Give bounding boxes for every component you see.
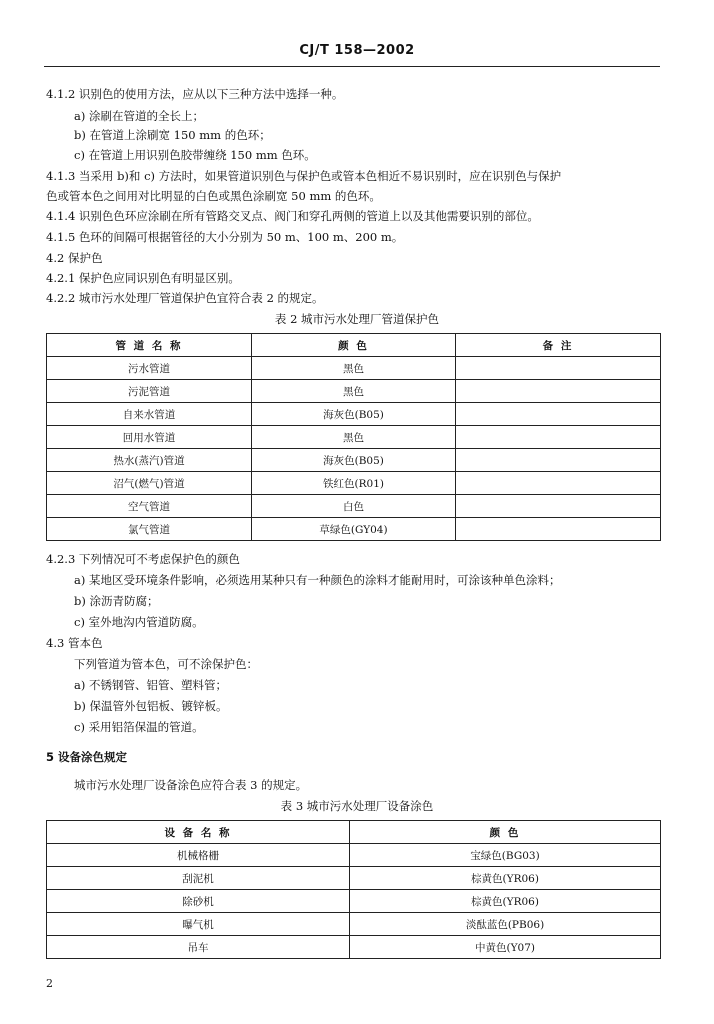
table3-caption: 表 3 城市污水处理厂设备涂色 — [280, 799, 434, 813]
table-cell: 回用水管道 — [47, 426, 252, 449]
table-cell: 黑色 — [252, 357, 456, 380]
clause-4-1-3-cont: 色或管本色之间用对比明显的白色或黑色涂刷宽 50 mm 的色环。 — [46, 189, 381, 203]
table-cell: 棕黄色(YR06) — [350, 890, 661, 913]
table-cell: 机械格栅 — [47, 844, 350, 867]
table2-caption: 表 2 城市污水处理厂管道保护色 — [274, 312, 440, 326]
clause-item-b: b) 保温管外包铝板、镀锌板。 — [74, 699, 228, 713]
clause-4-1-4: 4.1.4 识别色色环应涂刷在所有管路交叉点、阀门和穿孔两侧的管道上以及其他需要识别的部位。 — [46, 209, 539, 223]
table-cell: 海灰色(B05) — [252, 403, 456, 426]
clause-item-a: a) 不锈钢管、铝管、塑料管； — [74, 678, 227, 692]
table2-header-cell: 备 注 — [456, 334, 661, 357]
page-number: 2 — [46, 977, 53, 990]
table-cell — [456, 472, 661, 495]
table-cell: 除砂机 — [47, 890, 350, 913]
table-row — [47, 890, 661, 913]
table-cell: 污水管道 — [47, 357, 252, 380]
table3-header-cell: 设 备 名 称 — [47, 821, 350, 844]
table-cell — [456, 380, 661, 403]
clause-4-3-intro: 下列管道为管本色，可不涂保护色： — [74, 657, 258, 671]
table3 — [46, 820, 661, 959]
table2-header-cell: 颜 色 — [252, 334, 456, 357]
table-cell: 热水(蒸汽)管道 — [47, 449, 252, 472]
standard-code-header: CJ/T 158—2002 — [299, 43, 415, 58]
clause-4-1-2: 4.1.2 识别色的使用方法，应从以下三种方法中选择一种。 — [46, 87, 344, 101]
table-cell: 淡酞蓝色(PB06) — [350, 913, 661, 936]
table-row — [47, 403, 661, 426]
table-cell: 吊车 — [47, 936, 350, 959]
table-cell: 铁红色(R01) — [252, 472, 456, 495]
table-row — [47, 380, 661, 403]
section-4-2: 4.2 保护色 — [46, 251, 103, 265]
table-cell: 棕黄色(YR06) — [350, 867, 661, 890]
clause-4-2-3: 4.2.3 下列情况可不考虑保护色的颜色 — [46, 552, 240, 566]
table-cell: 污泥管道 — [47, 380, 252, 403]
table-row — [47, 867, 661, 890]
table-cell: 中黄色(Y07) — [350, 936, 661, 959]
table-cell: 黑色 — [252, 426, 456, 449]
clause-item-b: b) 在管道上涂刷宽 150 mm 的色环； — [74, 128, 271, 142]
table-cell — [456, 495, 661, 518]
table-row — [47, 913, 661, 936]
table-cell — [456, 449, 661, 472]
table-cell: 黑色 — [252, 380, 456, 403]
table-cell: 空气管道 — [47, 495, 252, 518]
table-cell: 沼气(燃气)管道 — [47, 472, 252, 495]
clause-item-b: b) 涂沥青防腐； — [74, 594, 159, 608]
clause-item-c: c) 在管道上用识别色胶带缠绕 150 mm 色环。 — [74, 148, 316, 162]
clause-4-1-3: 4.1.3 当采用 b)和 c) 方法时，如果管道识别色与保护色或管本色相近不易识别时，应在识别色与保护 — [46, 169, 562, 183]
section-4-3: 4.3 管本色 — [46, 636, 103, 650]
section-5-intro: 城市污水处理厂设备涂色应符合表 3 的规定。 — [74, 778, 308, 792]
table-cell: 草绿色(GY04) — [252, 518, 456, 541]
section-5-title: 5 设备涂色规定 — [46, 750, 128, 764]
table-cell: 曝气机 — [47, 913, 350, 936]
clause-4-2-1: 4.2.1 保护色应同识别色有明显区别。 — [46, 271, 240, 285]
clause-item-a: a) 涂刷在管道的全长上； — [74, 109, 204, 123]
table-cell: 自来水管道 — [47, 403, 252, 426]
clause-4-2-2: 4.2.2 城市污水处理厂管道保护色宜符合表 2 的规定。 — [46, 291, 324, 305]
table-row — [47, 844, 661, 867]
table2-header-cell: 管 道 名 称 — [47, 334, 252, 357]
table-row — [47, 357, 661, 380]
table-cell: 氯气管道 — [47, 518, 252, 541]
table-cell — [456, 357, 661, 380]
table2 — [46, 333, 661, 541]
header-rule — [44, 66, 660, 67]
table-row — [47, 518, 661, 541]
table3-header-row — [47, 821, 661, 844]
table-cell: 刮泥机 — [47, 867, 350, 890]
table-row — [47, 936, 661, 959]
table-row — [47, 426, 661, 449]
clause-4-1-5: 4.1.5 色环的间隔可根据管径的大小分别为 50 m、100 m、200 m。 — [46, 230, 404, 244]
table2-header-row — [47, 334, 661, 357]
table-cell: 白色 — [252, 495, 456, 518]
table-cell: 宝绿色(BG03) — [350, 844, 661, 867]
clause-item-a: a) 某地区受环境条件影响，必须选用某种只有一种颜色的涂料才能耐用时，可涂该种单色涂料； — [74, 573, 561, 587]
table3-header-cell: 颜 色 — [350, 821, 661, 844]
table-cell: 海灰色(B05) — [252, 449, 456, 472]
table-row — [47, 449, 661, 472]
table-row — [47, 472, 661, 495]
table-cell — [456, 403, 661, 426]
table-cell — [456, 426, 661, 449]
clause-item-c: c) 采用铝箔保温的管道。 — [74, 720, 204, 734]
clause-item-c: c) 室外地沟内管道防腐。 — [74, 615, 204, 629]
table-row — [47, 495, 661, 518]
table-cell — [456, 518, 661, 541]
